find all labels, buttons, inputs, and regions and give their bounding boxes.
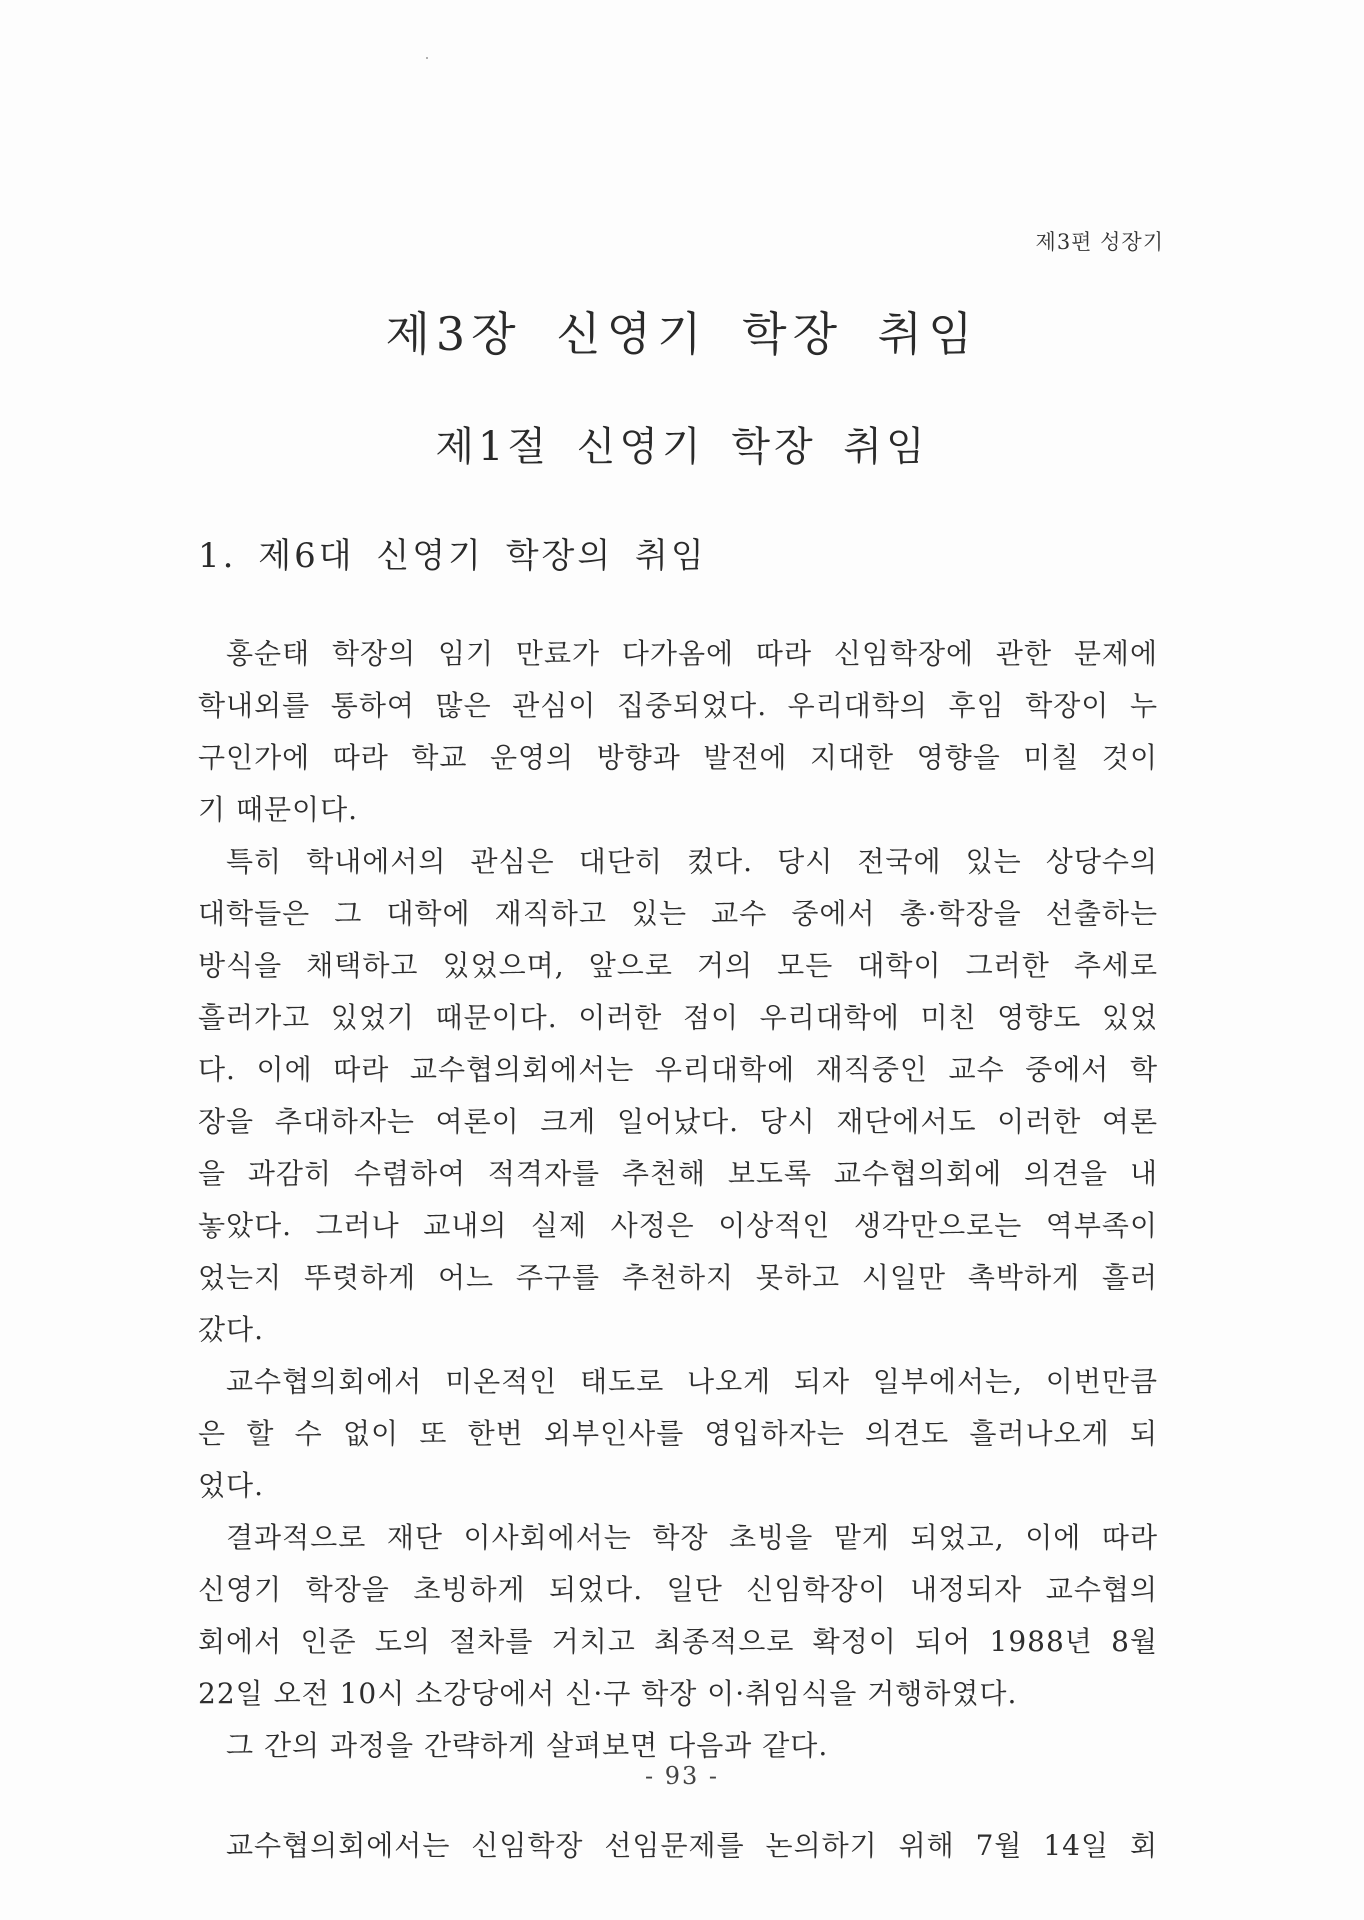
body-line: 홍순태 학장의 임기 만료가 다가옴에 따라 신임학장에 관한 문제에 — [226, 637, 1158, 670]
body-line: 었다. — [198, 1469, 264, 1502]
body-line: 었는지 뚜렷하게 어느 주구를 추천하지 못하고 시일만 촉박하게 흘러 — [198, 1261, 1158, 1294]
body-line: 장을 추대하자는 여론이 크게 일어났다. 당시 재단에서도 이러한 여론 — [198, 1105, 1158, 1138]
body-line: 특히 학내에서의 관심은 대단히 컸다. 당시 전국에 있는 상당수의 — [226, 845, 1158, 878]
body-line: 기 때문이다. — [198, 793, 359, 826]
running-header: 제3편 성장기 — [1035, 230, 1164, 254]
body-line: 은 할 수 없이 또 한번 외부인사를 영입하자는 의견도 흘러나오게 되 — [198, 1417, 1158, 1450]
sub-heading: 1. 제6대 신영기 학장의 취임 — [198, 536, 707, 576]
body-line: 결과적으로 재단 이사회에서는 학장 초빙을 맡게 되었고, 이에 따라 — [226, 1521, 1158, 1554]
body-line: 방식을 채택하고 있었으며, 앞으로 거의 모든 대학이 그러한 추세로 — [198, 949, 1158, 982]
body-line: 그 간의 과정을 간략하게 살펴보면 다음과 같다. — [226, 1729, 829, 1762]
page-number: - 93 - — [644, 1762, 719, 1790]
scan-speck — [426, 57, 428, 59]
body-line: 학내외를 통하여 많은 관심이 집중되었다. 우리대학의 후임 학장이 누 — [198, 689, 1158, 722]
body-line: 놓았다. 그러나 교내의 실제 사정은 이상적인 생각만으로는 역부족이 — [198, 1209, 1158, 1242]
body-line: 회에서 인준 도의 절차를 거치고 최종적으로 확정이 되어 1988년 8월 — [198, 1625, 1158, 1658]
body-line: 다. 이에 따라 교수협의회에서는 우리대학에 재직중인 교수 중에서 학 — [198, 1053, 1158, 1086]
body-line: 대학들은 그 대학에 재직하고 있는 교수 중에서 총·학장을 선출하는 — [198, 897, 1158, 930]
body-line: 22일 오전 10시 소강당에서 신·구 학장 이·취임식을 거행하였다. — [198, 1677, 1018, 1710]
body-line: 구인가에 따라 학교 운영의 방향과 발전에 지대한 영향을 미칠 것이 — [198, 741, 1158, 774]
body-line: 신영기 학장을 초빙하게 되었다. 일단 신임학장이 내정되자 교수협의 — [198, 1573, 1158, 1606]
body-line: 교수협의회에서 미온적인 태도로 나오게 되자 일부에서는, 이번만큼 — [226, 1365, 1158, 1398]
section-title: 제1절 신영기 학장 취임 — [435, 424, 929, 470]
body-line: 교수협의회에서는 신임학장 선임문제를 논의하기 위해 7월 14일 회 — [226, 1829, 1158, 1862]
chapter-title: 제3장 신영기 학장 취임 — [385, 307, 979, 361]
body-text — [198, 628, 1158, 1872]
body-line: 흘러가고 있었기 때문이다. 이러한 점이 우리대학에 미친 영향도 있었 — [198, 1001, 1158, 1034]
body-line: 을 과감히 수렴하여 적격자를 추천해 보도록 교수협의회에 의견을 내 — [198, 1157, 1158, 1190]
body-line: 갔다. — [198, 1313, 264, 1346]
